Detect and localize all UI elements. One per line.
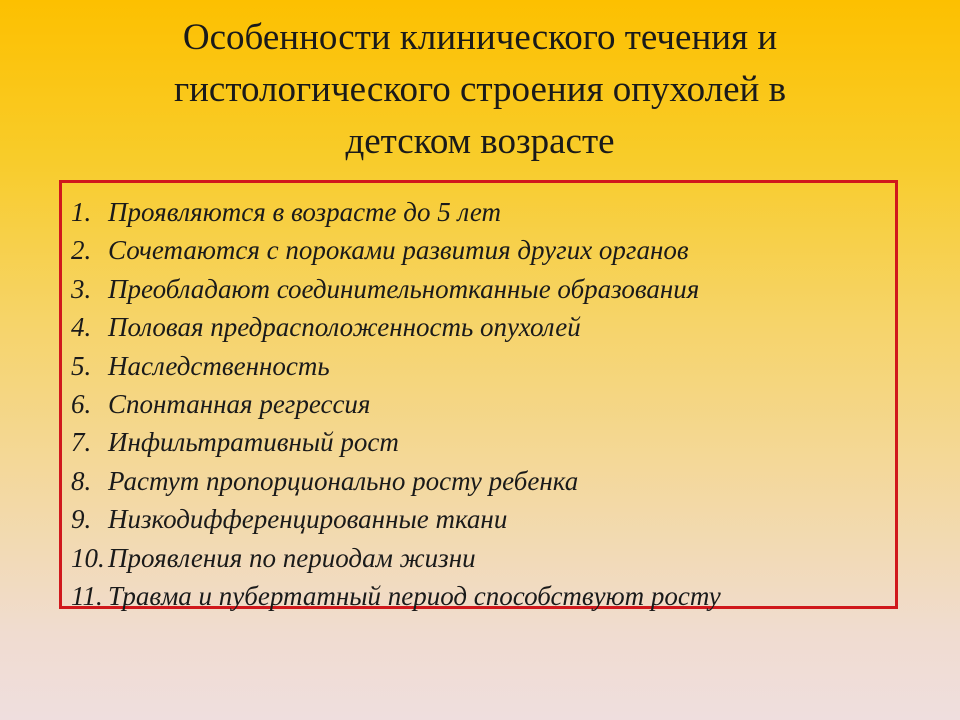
list-item-text: Растут пропорционально росту ребенка — [108, 465, 579, 496]
slide-title — [60, 12, 900, 168]
list-item-text: Инфильтративный рост — [108, 427, 399, 458]
list-item-text: Проявления по периодам жизни — [108, 542, 476, 573]
list-item-number: 1. — [71, 197, 92, 227]
list-item — [71, 500, 895, 538]
list-item-number: 6. — [71, 389, 92, 420]
list-item-text: Травма и пубертатный период способствуют росту — [108, 581, 721, 612]
title-line: Особенности клинического течения и — [182, 17, 778, 58]
list-item — [71, 423, 895, 461]
list-item-text: Сочетаются с пороками развития других органов — [108, 235, 689, 266]
list-item — [71, 347, 895, 385]
list-item-text: Низкодифференцированные ткани — [108, 504, 508, 535]
list-item-text: Проявляются в возрасте до 5 лет — [108, 197, 502, 227]
title-line: гистологического строения опухолей в — [173, 69, 787, 110]
features-list — [71, 193, 895, 615]
list-item — [71, 385, 895, 423]
list-item-number: 4. — [71, 312, 92, 343]
list-item-number: 2. — [71, 235, 92, 266]
list-item — [71, 539, 895, 577]
list-item — [71, 577, 895, 615]
list-item — [71, 308, 895, 346]
list-item-text: Наследственность — [108, 350, 330, 381]
list-item-text: Преобладают соединительнотканные образования — [108, 273, 700, 304]
list-item-number: 10. — [71, 542, 105, 573]
list-item-number: 11. — [71, 581, 103, 612]
list-item-number: 9. — [71, 504, 92, 535]
list-item-text: Половая предрасположенность опухолей — [108, 312, 581, 343]
list-item — [71, 231, 895, 269]
list-item-number: 8. — [71, 465, 92, 496]
list-item-number: 5. — [71, 350, 92, 381]
list-item — [71, 270, 895, 308]
list-item-text: Спонтанная регрессия — [108, 389, 371, 420]
title-line: детском возрасте — [345, 121, 615, 162]
list-item-number: 3. — [71, 273, 92, 304]
list-item — [71, 462, 895, 500]
features-list-box — [59, 180, 898, 612]
list-item — [71, 193, 895, 231]
list-item-number: 7. — [71, 427, 92, 458]
